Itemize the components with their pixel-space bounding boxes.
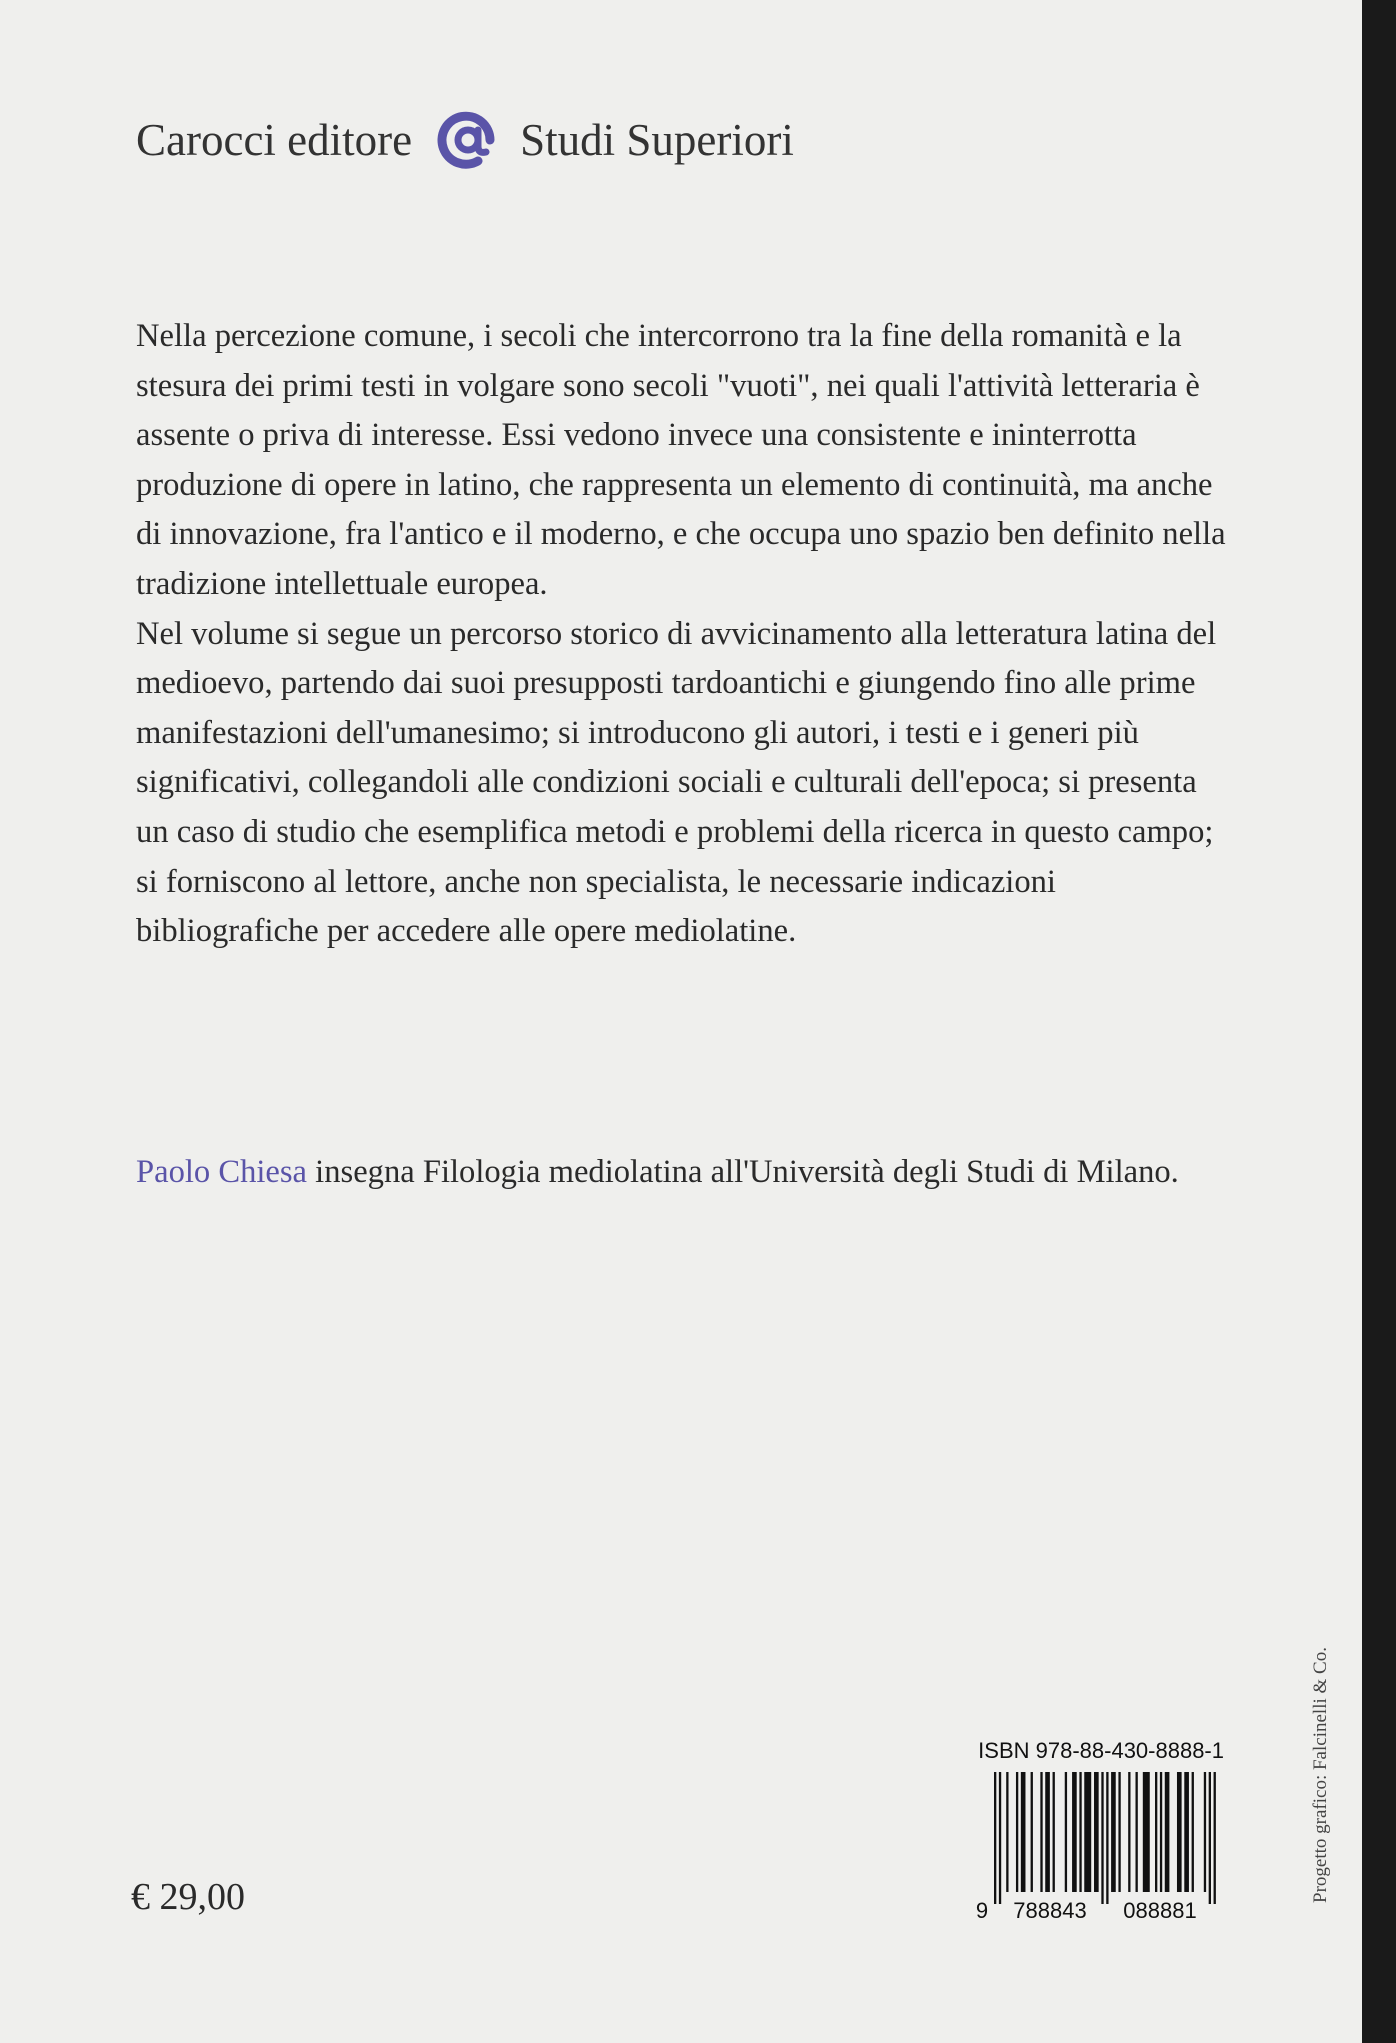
isbn-barcode-block (974, 1738, 1224, 1922)
barcode-digits: 088881 (1123, 1898, 1197, 1922)
barcode-bar (994, 1772, 996, 1904)
barcode-bar (999, 1772, 1001, 1904)
barcode-bar (1128, 1772, 1130, 1892)
author-bio-text: insegna Filologia mediolatina all'Università degli Studi di Milano. (307, 1154, 1179, 1190)
barcode-digits: 788843 (1013, 1898, 1087, 1922)
author-name: Paolo Chiesa (136, 1154, 308, 1190)
barcode-bar (1118, 1772, 1120, 1892)
barcode-bar (1101, 1772, 1103, 1904)
barcode-bar (1065, 1772, 1067, 1892)
barcode-bar (1094, 1772, 1099, 1892)
barcode-icon (974, 1772, 1224, 1922)
barcode-bar (1209, 1772, 1211, 1904)
publisher-name: Carocci editore (136, 115, 413, 165)
at-sign-icon (434, 108, 498, 172)
design-credit (1303, 1630, 1339, 1920)
series-name: Studi Superiori (520, 115, 794, 165)
barcode-bar (1165, 1772, 1170, 1892)
publisher-header (136, 108, 794, 172)
barcode-bar (1155, 1772, 1157, 1892)
blurb (136, 312, 1236, 957)
barcode-bar (1072, 1772, 1077, 1892)
barcode-bar (1177, 1772, 1182, 1892)
book-spine-edge (1362, 0, 1396, 2043)
barcode-bar (1084, 1772, 1091, 1892)
barcode-bar (1160, 1772, 1162, 1892)
barcode-bar (1135, 1772, 1137, 1892)
barcode-bar (1006, 1772, 1008, 1892)
barcode-bar (1040, 1772, 1042, 1892)
barcode-bar (1079, 1772, 1081, 1892)
barcode-bar (1045, 1772, 1050, 1892)
isbn-label: ISBN 978-88-430-8888-1 (978, 1738, 1224, 1763)
blurb-paragraph-2: Nel volume si segue un percorso storico di avvicinamento alla letteratura latina del medioevo, partendo dai suoi presupposti tardoantichi e giungendo fino alle prime manifestazioni dell'umanesimo; si introducono gli autori, i testi e i generi più significativi, collegandoli alle condizioni sociali e culturali dell'epoca; si presenta un caso di studio che esemplifica metodi e problemi della ricerca in questo campo; si forniscono al lettore, anche non specialista, le necessarie indicazioni bibliografiche per accedere alle opere mediolatine. (136, 615, 1217, 950)
design-credit-text: Progetto grafico: Falcinelli & Co. (1310, 1647, 1331, 1903)
barcode-bar (1111, 1772, 1116, 1892)
price: € 29,00 (131, 1876, 245, 1918)
barcode-bar (1031, 1772, 1033, 1892)
barcode-bar (1214, 1772, 1216, 1904)
barcode-bar (1143, 1772, 1150, 1892)
barcode-bar (1184, 1772, 1189, 1892)
blurb-paragraph-1: Nella percezione comune, i secoli che intercorrono tra la fine della romanità e la stesura dei primi testi in volgare sono secoli "vuoti", nei quali l'attività letteraria è assente o priva di interesse. Essi vedono invece una consistente e ininterrotta produzione di opere in latino, che rappresenta un elemento di continuità, ma anche di innovazione, fra l'antico e il moderno, e che occupa uno spazio ben definito nella tradizione intellettuale europea. (136, 318, 1226, 602)
barcode-bar (1204, 1772, 1206, 1892)
author-bio (136, 1148, 1236, 1198)
barcode-bar (1021, 1772, 1026, 1892)
barcode-bar (1106, 1772, 1108, 1904)
barcode-digits: 9 (975, 1898, 989, 1922)
barcode-bar (1192, 1772, 1194, 1892)
barcode-bar (1053, 1772, 1055, 1892)
barcode-bar (1016, 1772, 1018, 1892)
